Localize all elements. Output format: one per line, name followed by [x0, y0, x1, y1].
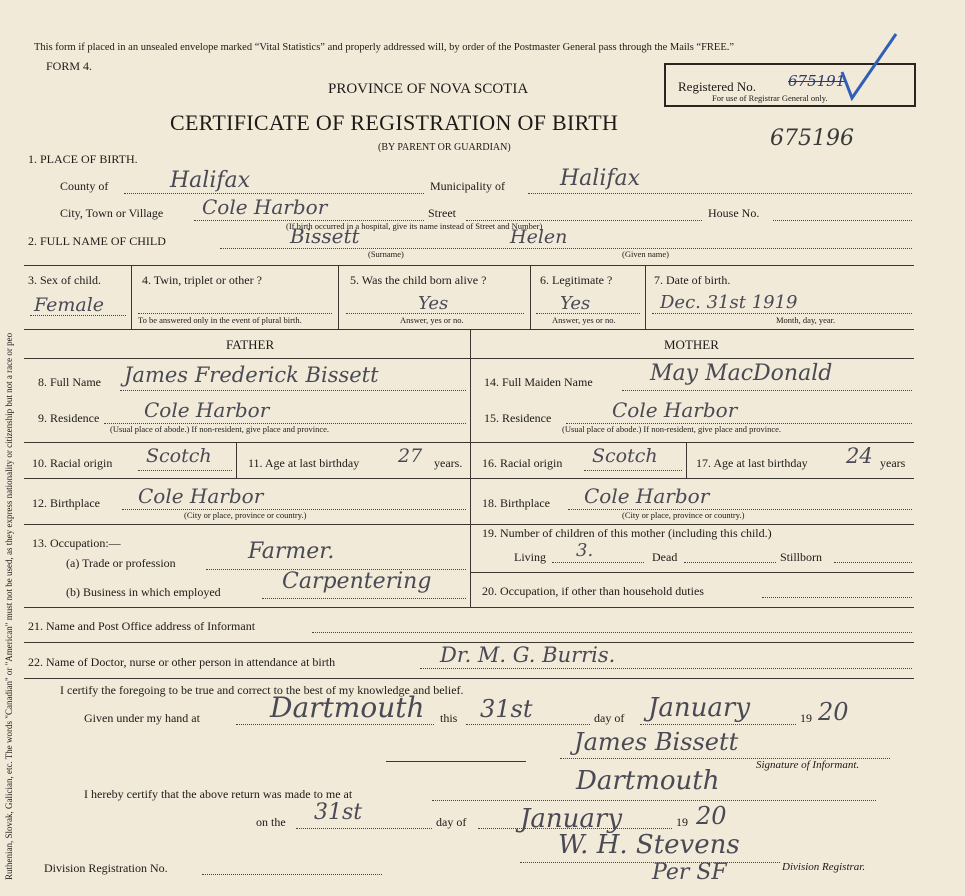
- certify-statement: I certify the foregoing to be true and correct to the best of my knowledge and belief.: [60, 683, 464, 697]
- registered-crossed-number: 675191: [788, 72, 846, 90]
- alive-note: Answer, yes or no.: [400, 315, 464, 325]
- given-caption: (Given name): [622, 249, 669, 259]
- mother-racial-value: Scotch: [592, 445, 658, 467]
- dead-label: Dead: [652, 550, 678, 564]
- father-racial-label: 10. Racial origin: [32, 456, 113, 470]
- sex-label: 3. Sex of child.: [28, 273, 101, 287]
- twin-note: To be answered only in the event of plural birth.: [138, 315, 302, 325]
- registrar-day: 31st: [314, 800, 363, 825]
- registered-note: For use of Registrar General only.: [712, 93, 828, 103]
- father-trade-label: (a) Trade or profession: [66, 556, 176, 570]
- mother-residence-label: 15. Residence: [484, 411, 552, 425]
- registrar-caption: Division Registrar.: [782, 861, 866, 873]
- informant-signature-caption: Signature of Informant.: [756, 759, 860, 771]
- certify-month: January: [648, 693, 751, 723]
- dob-note: Month, day, year.: [776, 315, 836, 325]
- alive-value: Yes: [418, 293, 449, 314]
- this-label: this: [440, 711, 458, 725]
- living-value: 3.: [576, 540, 594, 561]
- city-label: City, Town or Village: [60, 206, 164, 220]
- father-business-label: (b) Business in which employed: [66, 585, 221, 599]
- father-age-value: 27: [398, 445, 423, 467]
- father-birthplace-label: 12. Birthplace: [32, 496, 100, 510]
- registrar-signature: W. H. Stevens: [558, 830, 740, 860]
- city-value: Cole Harbor: [202, 195, 328, 219]
- place-heading: 1. PLACE OF BIRTH.: [28, 152, 138, 166]
- informant-label: 21. Name and Post Office address of Informant: [28, 619, 256, 633]
- surname-caption: (Surname): [368, 249, 404, 259]
- page-subtitle: (BY PARENT OR GUARDIAN): [378, 142, 511, 153]
- mother-age-unit: years: [880, 456, 906, 470]
- mother-heading: MOTHER: [664, 337, 719, 352]
- mother-residence-note: (Usual place of abode.) If non-resident, give place and province.: [562, 424, 782, 434]
- registrar-day-of-label: day of: [436, 815, 467, 829]
- legitimate-label: 6. Legitimate ?: [540, 273, 613, 287]
- division-registration-label: Division Registration No.: [44, 861, 168, 875]
- father-racial-value: Scotch: [146, 445, 212, 467]
- alive-label: 5. Was the child born alive ?: [350, 273, 487, 287]
- registrar-month: January: [520, 804, 623, 834]
- municipality-label: Municipality of: [430, 179, 505, 193]
- father-age-label: 11. Age at last birthday: [248, 456, 360, 470]
- mother-racial-label: 16. Racial origin: [482, 456, 563, 470]
- sex-value: Female: [34, 294, 105, 316]
- father-birthplace-value: Cole Harbor: [138, 484, 264, 508]
- mother-name-value: May MacDonald: [650, 361, 833, 386]
- children-label: 19. Number of children of this mother (including this child.): [482, 526, 772, 540]
- county-label: County of: [60, 179, 109, 193]
- registered-number: 675196: [770, 126, 854, 151]
- doctor-label: 22. Name of Doctor, nurse or other person in attendance at birth: [28, 655, 336, 669]
- father-residence-value: Cole Harbor: [144, 398, 270, 422]
- father-name-label: 8. Full Name: [38, 375, 101, 389]
- mother-birthplace-value: Cole Harbor: [584, 484, 710, 508]
- father-name-value: James Frederick Bissett: [124, 363, 379, 387]
- mother-name-label: 14. Full Maiden Name: [484, 375, 593, 389]
- this-day-value: 31st: [480, 695, 533, 723]
- given-at-label: Given under my hand at: [84, 711, 200, 725]
- stillborn-label: Stillborn: [780, 550, 823, 564]
- living-label: Living: [514, 550, 546, 564]
- side-note: Ruthenian, Slovak, Galician, etc. The words "Canadian" or "American" must not be used, as they express nationality or citizenship but not a race or peo: [4, 332, 14, 880]
- on-the-label: on the: [256, 815, 286, 829]
- registrar-place: Dartmouth: [576, 766, 720, 796]
- legitimate-value: Yes: [560, 293, 591, 314]
- father-trade-value: Farmer.: [248, 539, 335, 564]
- dob-label: 7. Date of birth.: [654, 273, 731, 287]
- page-title: CERTIFICATE OF REGISTRATION OF BIRTH: [170, 110, 619, 135]
- given-at-place: Dartmouth: [270, 691, 425, 724]
- father-occupation-label: 13. Occupation:—: [32, 536, 121, 550]
- registrar-signature-2: Per SF: [652, 860, 727, 885]
- street-note: (If birth occurred in a hospital, give its name instead of Street and Number): [286, 221, 543, 231]
- registered-label: Registered No.: [678, 79, 756, 94]
- child-heading: 2. FULL NAME OF CHILD: [28, 234, 166, 248]
- mother-birthplace-label: 18. Birthplace: [482, 496, 550, 510]
- father-business-value: Carpentering: [282, 569, 432, 594]
- registrar-year-prefix: 19: [676, 815, 688, 829]
- doctor-value: Dr. M. G. Burris.: [440, 643, 616, 667]
- mother-residence-value: Cole Harbor: [612, 398, 738, 422]
- province-heading: PROVINCE OF NOVA SCOTIA: [328, 81, 529, 97]
- father-heading: FATHER: [226, 337, 275, 352]
- municipality-value: Halifax: [560, 166, 641, 191]
- certify-year-value: 20: [818, 698, 849, 726]
- father-age-unit: years.: [434, 456, 463, 470]
- informant-signature: James Bissett: [574, 728, 739, 756]
- mother-birthplace-note: (City or place, province or country.): [622, 510, 745, 520]
- mother-occupation-label: 20. Occupation, if other than household duties: [482, 584, 704, 598]
- mother-age-label: 17. Age at last birthday: [696, 456, 808, 470]
- child-given-name: Helen: [510, 226, 568, 248]
- form-number: FORM 4.: [46, 59, 93, 73]
- house-label: House No.: [708, 206, 760, 220]
- check-mark-icon: [838, 32, 898, 102]
- legitimate-note: Answer, yes or no.: [552, 315, 616, 325]
- mother-age-value: 24: [846, 444, 873, 468]
- dob-value: Dec. 31st 1919: [660, 292, 798, 313]
- father-residence-label: 9. Residence: [38, 411, 100, 425]
- registrar-statement: I hereby certify that the above return was made to me at: [84, 787, 353, 801]
- father-birthplace-note: (City or place, province or country.): [184, 510, 307, 520]
- twin-label: 4. Twin, triplet or other ?: [142, 273, 262, 287]
- father-residence-note: (Usual place of abode.) If non-resident, give place and province.: [110, 424, 330, 434]
- county-value: Halifax: [170, 168, 251, 193]
- street-label: Street: [428, 206, 456, 220]
- certify-day-of-label: day of: [594, 711, 625, 725]
- registrar-year-value: 20: [696, 802, 727, 830]
- mailing-notice: This form if placed in an unsealed envelope marked “Vital Statistics” and properly addressed will, by order of the Postmaster General pass through the Mails “FREE.”: [34, 42, 735, 53]
- certify-year-prefix: 19: [800, 711, 812, 725]
- child-surname: Bissett: [290, 224, 360, 248]
